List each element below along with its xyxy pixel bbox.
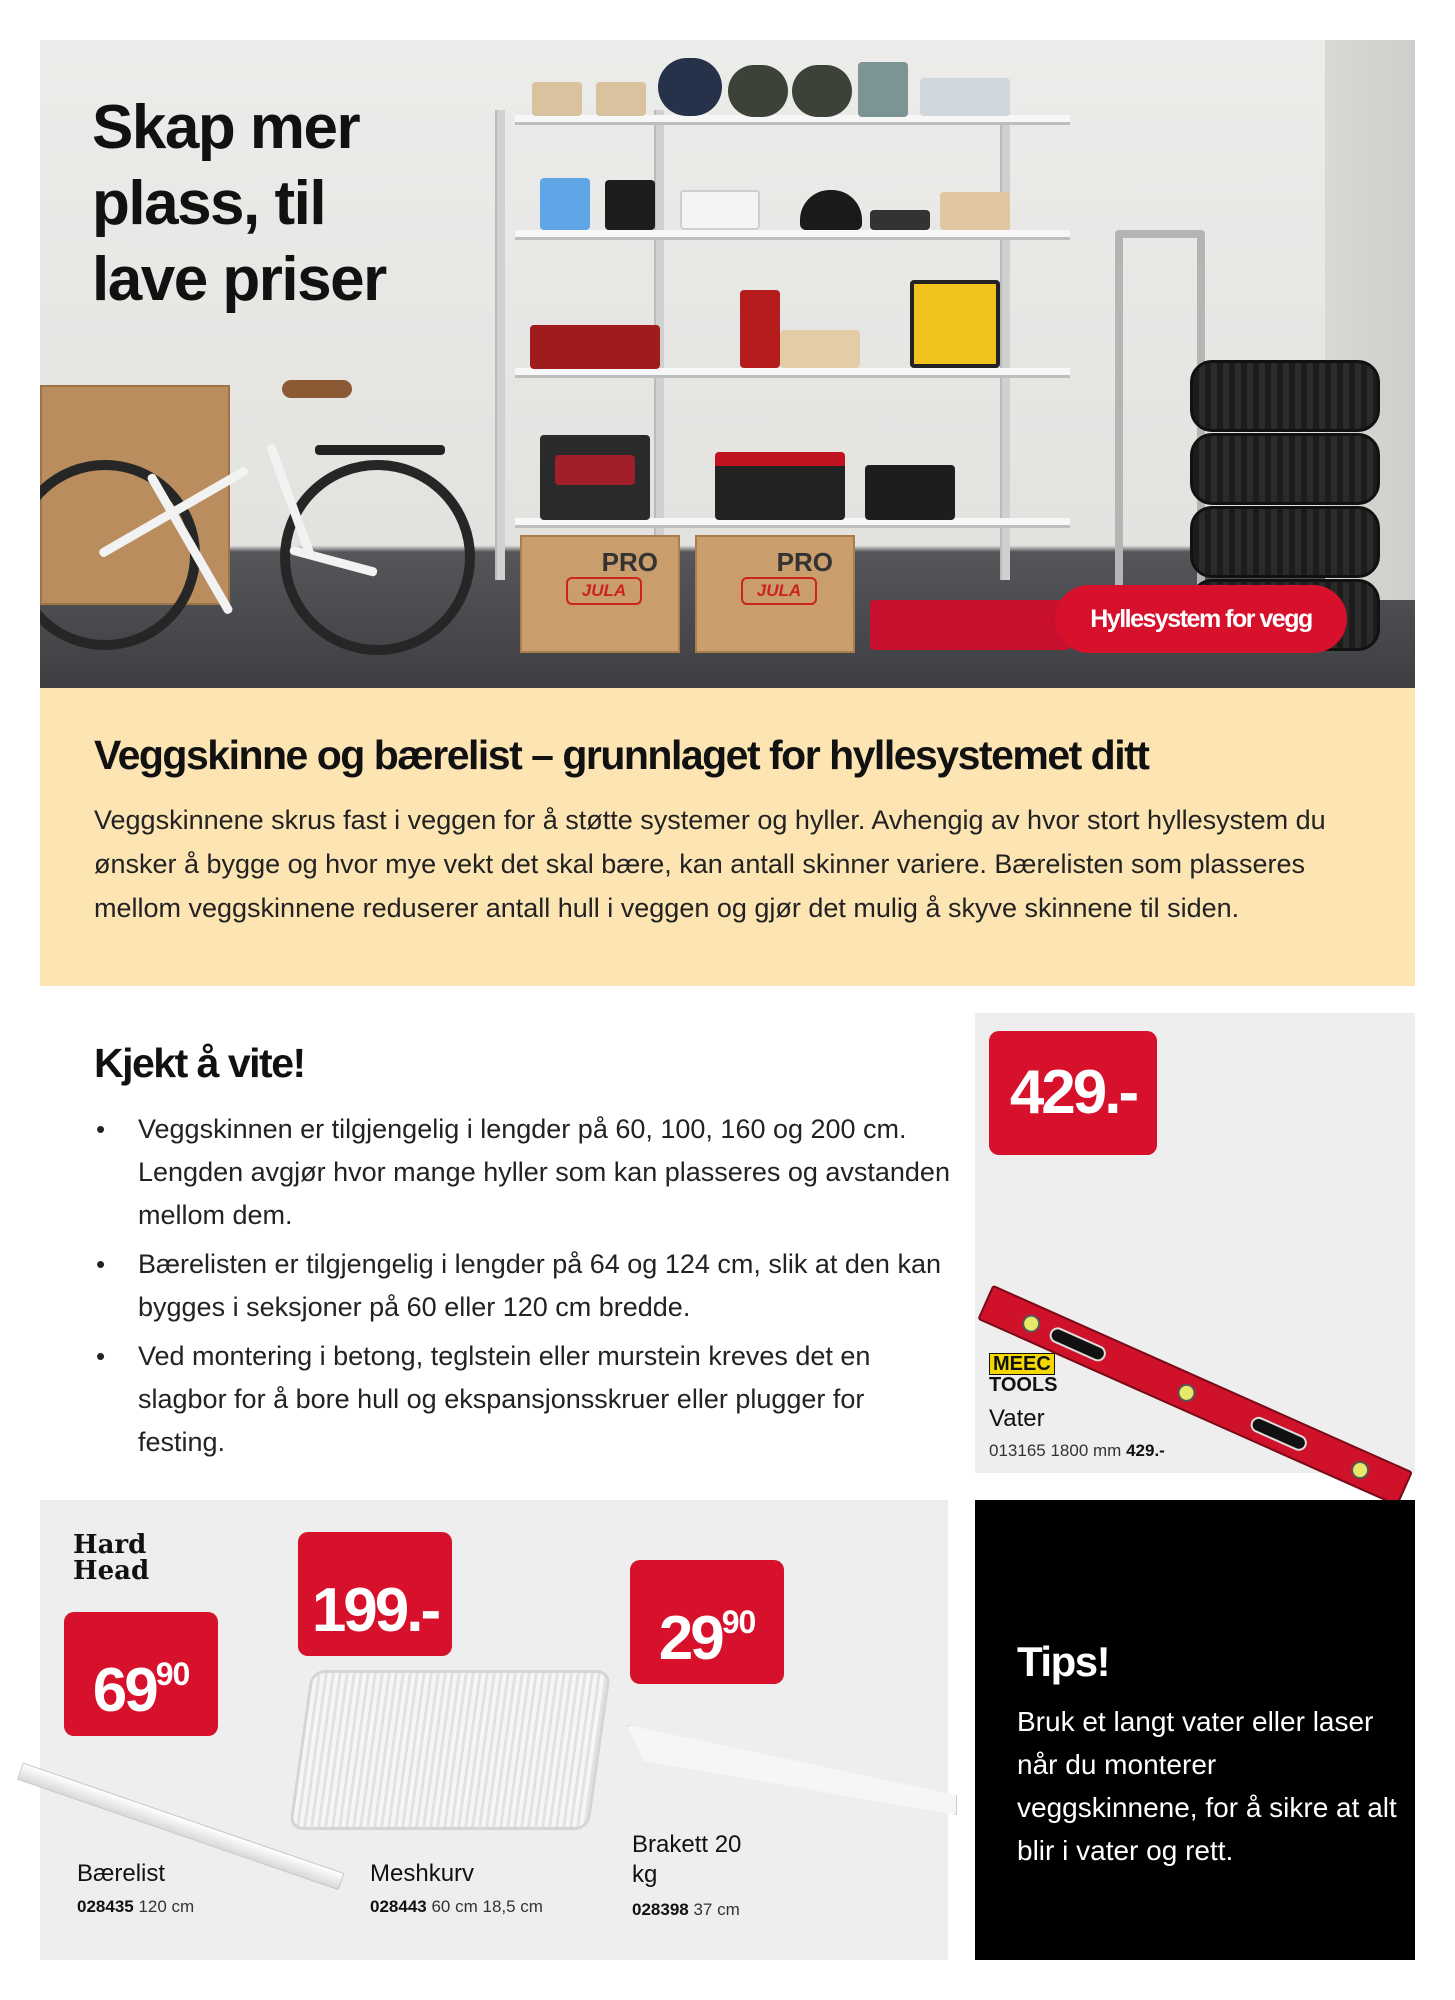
baerelist-sku: 028435 bbox=[77, 1897, 134, 1916]
baerelist-price-cents: 90 bbox=[155, 1656, 190, 1692]
wooden-crate bbox=[780, 330, 860, 368]
sleeping-bag bbox=[792, 65, 852, 117]
work-light bbox=[910, 280, 1000, 368]
products-strip bbox=[40, 1500, 948, 1960]
level-bubble bbox=[1348, 1458, 1372, 1482]
info-heading: Veggskinne og bærelist – grunnlaget for hyllesystemet ditt bbox=[94, 732, 1149, 778]
carton-pro-label: PRO bbox=[601, 547, 658, 577]
sleeping-bag bbox=[658, 58, 722, 116]
shelf-item bbox=[870, 210, 930, 230]
carton-jula-logo: JULA bbox=[741, 577, 817, 605]
bike-rack bbox=[315, 445, 445, 455]
storage-box bbox=[680, 190, 760, 230]
sleeping-bag bbox=[728, 65, 788, 117]
tire bbox=[1190, 506, 1380, 578]
tool-cases bbox=[530, 325, 660, 369]
meshkurv-image bbox=[289, 1670, 611, 1830]
tips-title: Tips! bbox=[1017, 1638, 1110, 1685]
carton-pro-label: PRO bbox=[776, 547, 833, 577]
vater-price: 429.- bbox=[1009, 1058, 1137, 1127]
floor-jack bbox=[870, 600, 1070, 650]
cordless-drill bbox=[740, 290, 780, 368]
tool-box bbox=[715, 452, 845, 520]
wall-rail-left bbox=[495, 110, 505, 580]
shelf-item bbox=[596, 82, 646, 116]
vater-sku: 013165 bbox=[989, 1441, 1046, 1460]
level-grip bbox=[1248, 1414, 1309, 1453]
shelf-item bbox=[920, 78, 1010, 116]
tire bbox=[1190, 433, 1380, 505]
meshkurv-price: 199.- bbox=[311, 1576, 439, 1645]
level-bubble bbox=[1175, 1381, 1199, 1405]
washer-fluid bbox=[540, 178, 590, 230]
hyllesystem-link[interactable]: Hyllesystem for vegg bbox=[1055, 585, 1347, 653]
brakett-price-tag bbox=[630, 1560, 784, 1684]
baerelist-meta bbox=[77, 1897, 194, 1917]
logo-top: MEEC bbox=[989, 1353, 1055, 1375]
bike-saddle bbox=[282, 380, 352, 398]
baerelist-spec: 120 cm bbox=[138, 1897, 195, 1916]
meshkurv-sku: 028443 bbox=[370, 1897, 427, 1916]
jula-carton bbox=[520, 535, 680, 653]
meshkurv-price-tag bbox=[298, 1532, 452, 1656]
brakett-price: 29 bbox=[658, 1604, 722, 1673]
vater-price-tag bbox=[989, 1031, 1157, 1155]
hardhead-logo bbox=[73, 1532, 149, 1584]
car-care-bottles bbox=[605, 180, 655, 230]
brakett-price-cents: 90 bbox=[721, 1604, 756, 1640]
vater-price-small: 429.- bbox=[1126, 1441, 1165, 1460]
meshkurv-spec: 60 cm 18,5 cm bbox=[431, 1897, 543, 1916]
logo-line-2: Head bbox=[73, 1556, 150, 1586]
level-bubble bbox=[1019, 1312, 1043, 1336]
logo-line-1: Hard bbox=[73, 1530, 147, 1560]
shelf-bucket bbox=[858, 62, 908, 117]
wall-rail-right bbox=[1000, 110, 1010, 580]
baerelist-price-tag bbox=[64, 1612, 218, 1736]
brakett-image bbox=[627, 1725, 957, 1815]
brakett-meta bbox=[632, 1900, 740, 1920]
meec-tools-logo bbox=[989, 1353, 1058, 1395]
kjekt-bullet: • Ved montering i betong, teglstein eller murstein kreves det en slagbor for å bore hull og ekspansjonsskruer eller plugger for festing. bbox=[94, 1335, 954, 1464]
helmet bbox=[800, 190, 862, 230]
tips-box bbox=[975, 1500, 1415, 1960]
logo-bottom: TOOLS bbox=[989, 1374, 1058, 1396]
brakett-name: Brakett 20 kg bbox=[632, 1831, 742, 1888]
vater-meta bbox=[989, 1441, 1165, 1461]
brakett-sku: 028398 bbox=[632, 1900, 689, 1919]
tire bbox=[1190, 360, 1380, 432]
shelf-board-3 bbox=[515, 368, 1070, 378]
kjekt-bullet: • Bærelisten er tilgjengelig i lengder på 64 og 124 cm, slik at den kan bygges i seksjoner på 60 eller 120 cm bredde. bbox=[94, 1243, 954, 1329]
shelf-board-1 bbox=[515, 115, 1070, 125]
jula-carton bbox=[695, 535, 855, 653]
carton-jula-logo: JULA bbox=[566, 577, 642, 605]
kjekt-list bbox=[94, 1108, 954, 1470]
kjekt-bullet: • Veggskinnen er tilgjengelig i lengder på 60, 100, 160 og 200 cm. Lengden avgjør hvor mange hyller som kan plasseres og avstanden mellom dem. bbox=[94, 1108, 954, 1237]
shelf-item bbox=[532, 82, 582, 116]
info-banner bbox=[40, 688, 1415, 986]
shelf-board-2 bbox=[515, 230, 1070, 240]
kjekt-title: Kjekt å vite! bbox=[94, 1040, 305, 1086]
meshkurv-name: Meshkurv bbox=[370, 1860, 475, 1887]
battery-charger bbox=[865, 465, 955, 520]
baerelist-name: Bærelist bbox=[77, 1860, 166, 1887]
info-body: Veggskinnene skrus fast i veggen for å støtte systemer og hyller. Avhengig av hvor stort hyllesystem du ønsker å bygge og hvor mye vekt det skal bære, kan antall skinner variere. Bærelisten som plasseres mellom veggskinnene reduserer antall hull i veggen og gjør det mulig å skyve skinnene til siden. bbox=[94, 805, 1326, 923]
tips-body: Bruk et langt vater eller laser når du monterer veggskinnene, for å sikre at alt blir i vater og rett. bbox=[1017, 1706, 1397, 1866]
vater-name: Vater bbox=[989, 1405, 1045, 1432]
vater-product-card[interactable] bbox=[975, 1013, 1415, 1473]
wooden-crate bbox=[940, 192, 1010, 230]
red-cloth bbox=[555, 455, 635, 485]
hero-title: Skap mer plass, til lave priser bbox=[92, 93, 386, 314]
brakett-spec: 37 cm bbox=[693, 1900, 740, 1919]
vater-spec: 1800 mm bbox=[1050, 1441, 1122, 1460]
meshkurv-meta bbox=[370, 1897, 543, 1917]
baerelist-price: 69 bbox=[92, 1656, 156, 1725]
